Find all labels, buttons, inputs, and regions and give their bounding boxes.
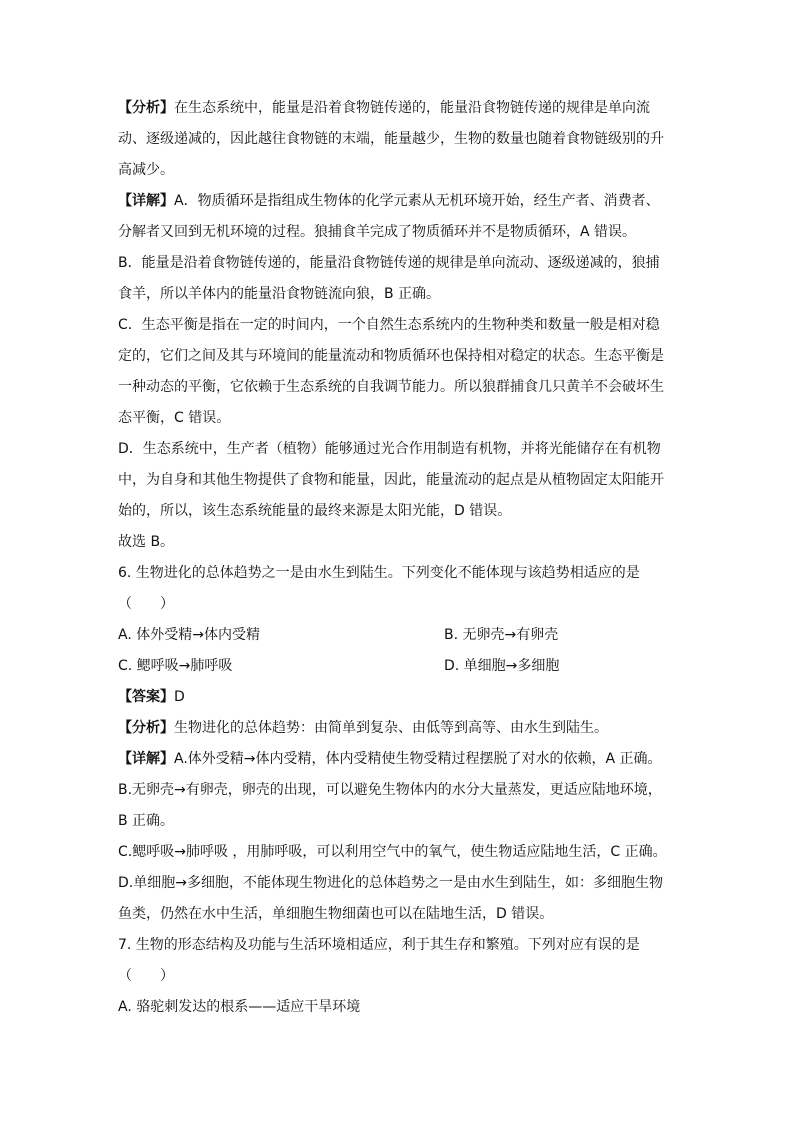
detail-line: 中，为自身和其他生物提供了食物和能量，因此，能量流动的起点是从植物固定太阳能开: [118, 472, 664, 488]
detail-text: A.体外受精→体内受精，体内受精使生物受精过程摆脱了对水的依赖，A 正确。: [174, 751, 662, 767]
detail-line: 定的，它们之间及其与环境间的能量流动和物质循环也保持相对稳定的状态。生态平衡是: [118, 348, 664, 364]
option-c: C. 鳃呼吸→肺呼吸: [118, 658, 233, 674]
analysis-line: 动、逐级递减的，因此越往食物链的末端，能量越少，生物的数量也随着食物链级别的升: [118, 131, 664, 147]
analysis-line: [118, 718, 608, 738]
answer-line: [118, 687, 185, 707]
detail-line: 食羊，所以羊体内的能量沿食物链流向狼，B 正确。: [118, 286, 441, 302]
option-d: D. 单细胞→多细胞: [444, 658, 560, 674]
detail-line: 分解者又回到无机环境的过程。狼捕食羊完成了物质循环并不是物质循环，A 错误。: [118, 224, 637, 240]
question-stem-bracket: （ ）: [118, 968, 174, 984]
option-a: A. 骆驼刺发达的根系——适应干旱环境: [118, 999, 361, 1015]
option-a: A. 体外受精→体内受精: [118, 627, 260, 643]
analysis-text: 生物进化的总体趋势：由简单到复杂、由低等到高等、由水生到陆生。: [174, 720, 608, 736]
detail-line: 态平衡，C 错误。: [118, 410, 231, 426]
answer-label: 【答案】: [118, 689, 174, 705]
detail-line: B 正确。: [118, 813, 175, 829]
detail-line: D．生态系统中，生产者（植物）能够通过光合作用制造有机物，并将光能储存在有机物: [118, 441, 661, 457]
answer-value: D: [174, 689, 185, 705]
question-stem-bracket: （ ）: [118, 596, 174, 612]
detail-line: C．生态平衡是指在一定的时间内，一个自然生态系统内的生物种类和数量一般是相对稳: [118, 317, 660, 333]
detail-line: 始的，所以，该生态系统能量的最终来源是太阳光能，D 错误。: [118, 503, 512, 519]
detail-line: [118, 191, 660, 211]
analysis-label: 【分析】: [118, 720, 174, 736]
detail-line: 一种动态的平衡，它依赖于生态系统的自我调节能力。所以狼群捕食几只黄羊不会破坏生: [118, 379, 664, 395]
detail-line: 鱼类，仍然在水中生活，单细胞生物细菌也可以在陆地生活，D 错误。: [118, 906, 554, 922]
detail-line: B．能量是沿着食物链传递的，能量沿食物链传递的规律是单向流动、逐级递减的，狼捕: [118, 255, 660, 271]
conclusion-line: 故选 B。: [118, 534, 175, 550]
detail-line: C.鳃呼吸→肺呼吸 ，用肺呼吸，可以利用空气中的氧气，使生物适应陆地生活，C 正确。: [118, 844, 667, 860]
detail-line: B.无卵壳→有卵壳，卵壳的出现，可以避免生物体内的水分大量蒸发，更适应陆地环境，: [118, 782, 662, 798]
detail-label: 【详解】: [118, 751, 174, 767]
detail-line: D.单细胞→多细胞，不能体现生物进化的总体趋势之一是由水生到陆生，如：多细胞生物: [118, 875, 663, 891]
analysis-line: 高减少。: [118, 162, 174, 178]
question-stem: 6. 生物进化的总体趋势之一是由水生到陆生。下列变化不能体现与该趋势相适应的是: [118, 565, 640, 581]
question-stem: 7. 生物的形态结构及功能与生活环境相适应，利于其生存和繁殖。下列对应有误的是: [118, 937, 640, 953]
option-b: B. 无卵壳→有卵壳: [444, 627, 559, 643]
analysis-text: 在生态系统中，能量是沿着食物链传递的，能量沿食物链传递的规律是单向流: [174, 100, 650, 116]
analysis-label: 【分析】: [118, 100, 174, 116]
detail-label: 【详解】: [118, 193, 174, 209]
detail-text: A．物质循环是指组成生物体的化学元素从无机环境开始，经生产者、消费者、: [174, 193, 660, 209]
detail-line: [118, 749, 662, 769]
analysis-line: [118, 98, 650, 118]
